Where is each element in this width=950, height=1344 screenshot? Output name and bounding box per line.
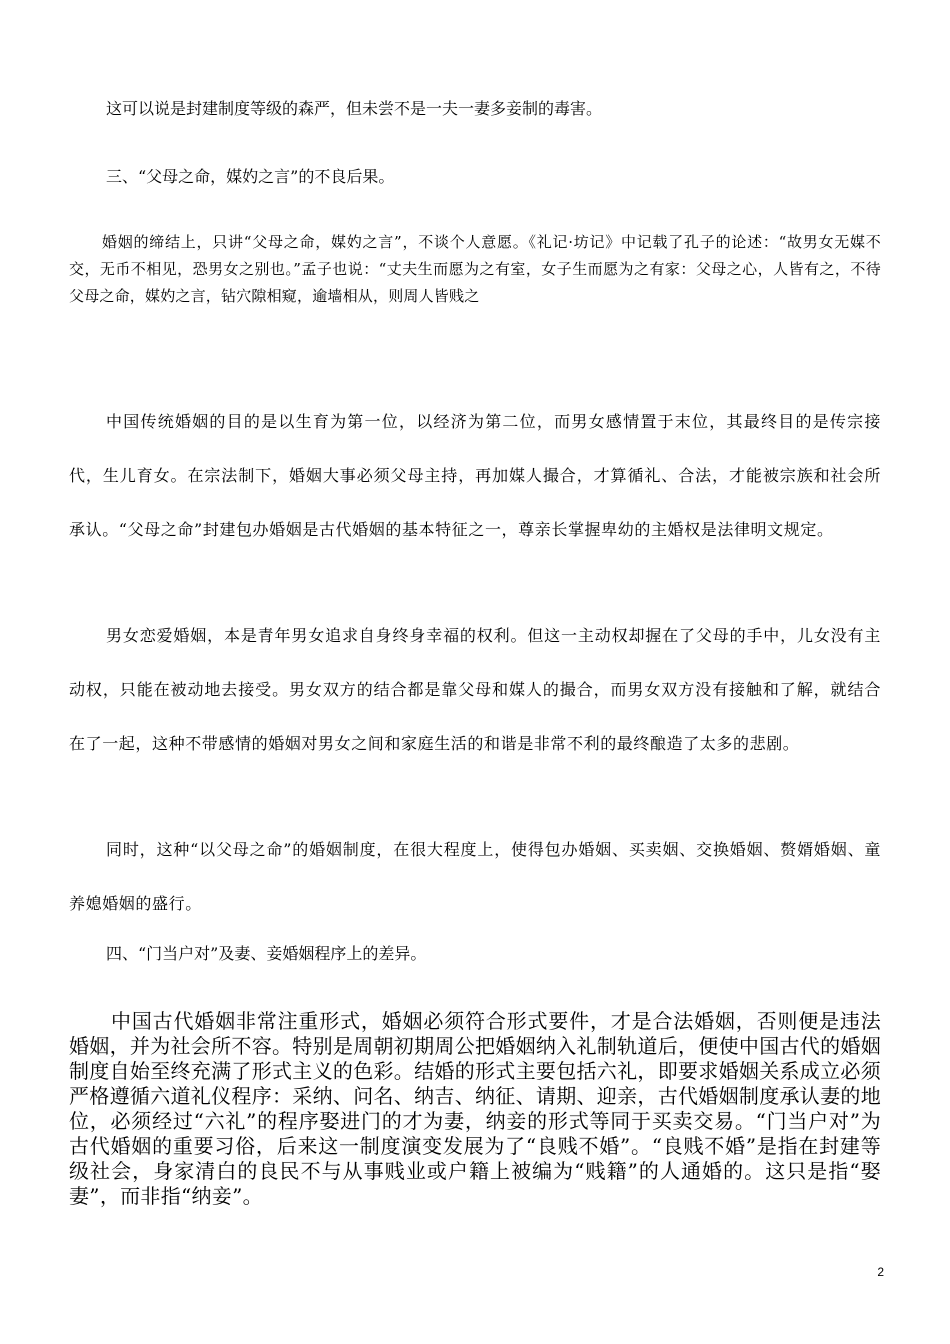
paragraph-love-marriage: 男女恋爱婚姻，本是青年男女追求自身终身幸福的权利。但这一主动权却握在了父母的手中，儿女没有主动权，只能在被动地去接受。男女双方的结合都是靠父母和媒人的撮合，而男女双方没有接触和了解，就结合在了一起，这种不带感情的婚姻对男女之间和家庭生活的和谐是非常不利的最终酿造了太多的悲剧。	[69, 626, 881, 753]
paragraph-concubinage-conclusion: 这可以说是封建制度等级的森严，但未尝不是一夫一妻多妾制的毒害。	[106, 99, 603, 118]
paragraph-arranged-marriage-effects: 同时，这种“以父母之命”的婚姻制度，在很大程度上，使得包办婚姻、买卖姻、交换婚姻、赘婿婚姻、童养媳婚姻的盛行。	[69, 840, 881, 913]
paragraph-marriage-formation: 婚姻的缔结上，只讲“父母之命，媒妁之言”，不谈个人意愿。《礼记·坊记》中记载了孔子的论述：“故男女无媒不交，无币不相见，恐男女之别也。”孟子也说：“丈夫生而愿为之有室，女子生而愿为之有家：父母之心，人皆有之，不待父母之命，媒妁之言，钻穴隙相窥，逾墙相从，则周人皆贱之	[69, 233, 881, 305]
section-heading-four: 四、“门当户对”及妻、妾婚姻程序上的差异。	[106, 944, 427, 963]
section-heading-three: 三、“父母之命，媒妁之言”的不良后果。	[106, 167, 395, 186]
paragraph-marriage-formalities: 中国古代婚姻非常注重形式，婚姻必须符合形式要件，才是合法婚姻，否则便是违法婚姻，并为社会所不容。特别是周朝初期周公把婚姻纳入礼制轨道后，便使中国古代的婚姻制度自始至终充满了形式主义的色彩。结婚的形式主要包括六礼，即要求婚姻关系成立必须严格遵循六道礼仪程序：采纳、问名、纳吉、纳征、请期、迎亲，古代婚姻制度承认妻的地位，必须经过“六礼”的程序娶进门的才为妻，纳妾的形式等同于买卖交易。“门当户对”为古代婚姻的重要习俗，后来这一制度演变发展为了“良贱不婚”。“良贱不婚”是指在封建等级社会，身家清白的良民不与从事贱业或户籍上被编为“贱籍”的人通婚的。这只是指“娶妻”，而非指“纳妾”。	[69, 1009, 881, 1208]
page-number: 2	[877, 1265, 884, 1279]
paragraph-marriage-purpose: 中国传统婚姻的目的是以生育为第一位，以经济为第二位，而男女感情置于末位，其最终目的是传宗接代，生儿育女。在宗法制下，婚姻大事必须父母主持，再加媒人撮合，才算循礼、合法，才能被宗族和社会所承认。“父母之命”封建包办婚姻是古代婚姻的基本特征之一，尊亲长掌握卑幼的主婚权是法律明文规定。	[69, 412, 881, 539]
